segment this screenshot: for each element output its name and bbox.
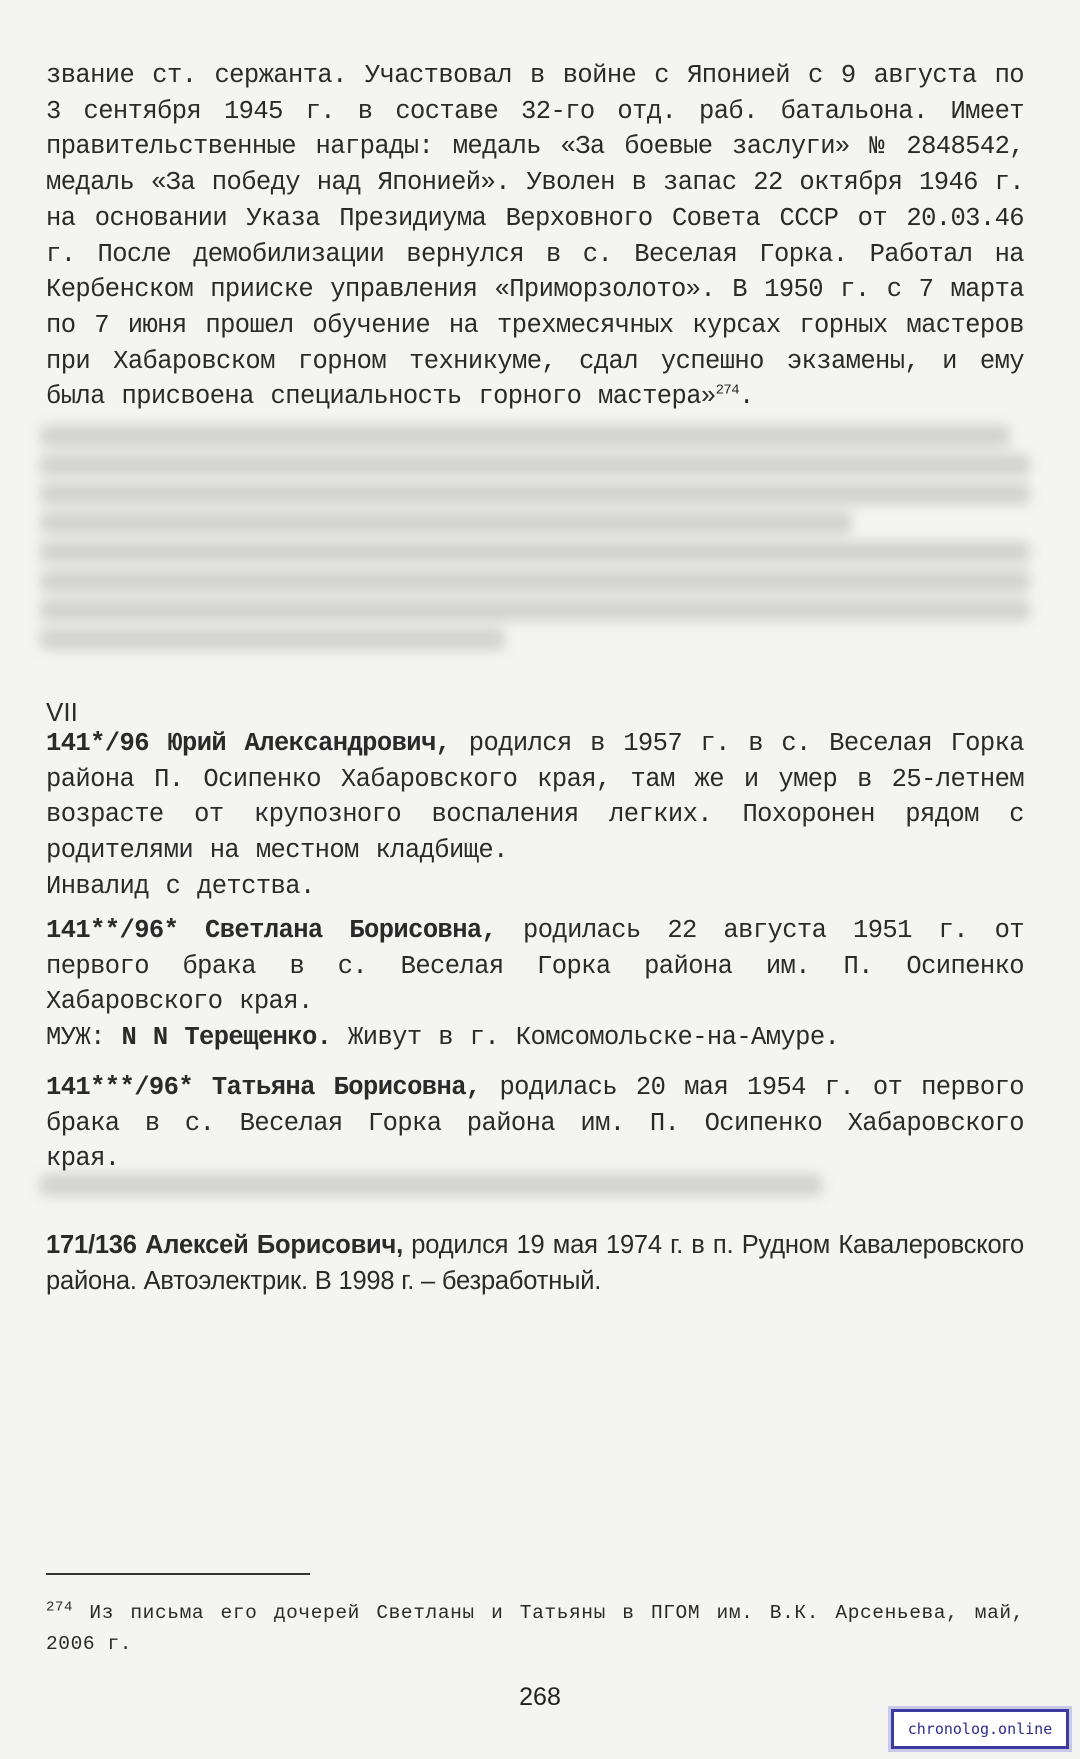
entry-text: родилась 20 мая 1954 г. от первого брака в с. Веселая Горка района им. П. Осипенко Хабаровского края. [46, 1073, 1025, 1174]
footnote-text: Из письма его дочерей Светланы и Татьяны в ПГОМ им. В.К. Арсеньева, май, 2006 г. [46, 1602, 1024, 1655]
entry-note [46, 869, 1024, 905]
entry-id: 141***/96* [46, 1073, 194, 1102]
entry-text: родилась 22 августа 1951 г. от первого брака в с. Веселая Горка района им. П. Осипенко Хабаровского края. [46, 916, 1024, 1017]
entry-id: 141**/96* [46, 916, 179, 945]
top-paragraph: звание ст. сержанта. Участвовал в войне с Японией с 9 августа по 3 сентября 1945 г. в составе 32-го отд. раб. батальона. Имеет правительственные награды: медаль «За боевые заслуги» № 2848542, медаль «За победу над Японией». Уволен в запас 22 октября 1946 г. на основании Указа Президиума Верховного Совета СССР от 20.03.46 г. После демобилизации вернулся в с. Веселая Горка. Работал на Кербенском прииске управления «Приморзолото». В 1950 г. с 7 марта по 7 июня прошел обучение на трехмесячных курсах горных мастеров при Хабаровском горном техникуме, сдал успешно экзамены, и ему была присвоена специальность горного мастера»$^{274}$. [46, 61, 1024, 412]
watermark-badge [891, 1709, 1069, 1749]
top-paragraph-block [46, 58, 1024, 415]
entry-paragraph [46, 913, 1024, 1020]
entry-171-136 [46, 1228, 1024, 1299]
entry-paragraph [46, 1228, 1024, 1299]
page-number: 268 [519, 1683, 561, 1711]
entry-name: Алексей Борисович, [145, 1231, 404, 1259]
spouse-name: N N Терещенко. [121, 1023, 332, 1053]
spouse-label: МУЖ: [46, 1023, 122, 1053]
entry-name: Светлана Борисовна, [205, 916, 497, 945]
entry-id: 171/136 [46, 1231, 137, 1259]
entry-141-96-c [46, 1070, 1024, 1177]
top-paragraph-text: звание ст. сержанта. Участвовал в войне с Японией с 9 августа по 3 сентября 1945 г. в составе 32-го отд. раб. батальона. Имеет правительственные награды: медаль «За боевые заслуги» № 2848542, медаль «За победу над Японией». Уволен в запас 22 октября 1946 г. на основании Указа Президиума Верховного Совета СССР от 20.03.46 г. После демобилизации вернулся в с. Веселая Горка. Работал на Кербенском прииске управления «Приморзолото». В 1950 г. с 7 марта по 7 июня прошел обучение на трехмесячных курсах горных мастеров при Хабаровском горном техникуме, сдал успешно экзамены, и ему была присвоена специальность горного мастера» [46, 61, 1024, 412]
spouse-text: Живут в г. Комсомольске-на-Амуре. [331, 1023, 840, 1053]
entry-paragraph [46, 1070, 1024, 1177]
entry-name: Юрий Александрович, [167, 729, 451, 758]
entry-name: Татьяна Борисовна, [211, 1073, 481, 1102]
section-marker: VII [46, 697, 78, 727]
redacted-block-2 [40, 1167, 1030, 1203]
entry-extra-text: Инвалид с детства. [46, 871, 315, 901]
entry-text: родился в 1957 г. в с. Веселая Горка района П. Осипенко Хабаровского края, там же и умер в 25-летнем возрасте от крупозного воспаления легких. Похоронен рядом с родителями на местном кладбище. [46, 729, 1024, 866]
entry-141-96-b [46, 913, 1024, 1056]
entry-paragraph [46, 726, 1024, 869]
entry-id: 141*/96 [46, 729, 149, 758]
footnote-reference: 274 [715, 382, 740, 399]
footnote-number: 274 [46, 1599, 74, 1616]
footnote-rule [46, 1573, 310, 1575]
footnote-paragraph [46, 1598, 1024, 1660]
entry-text: родился 19 мая 1974 г. в п. Рудном Кавалеровского района. Автоэлектрик. В 1998 г. – безработный. [46, 1231, 1025, 1295]
spouse-line [46, 1020, 1024, 1056]
watermark-text: chronolog.online [907, 1720, 1053, 1738]
footnote [46, 1598, 1024, 1660]
entry-141-96 [46, 726, 1024, 905]
redacted-block-1 [40, 418, 1030, 657]
